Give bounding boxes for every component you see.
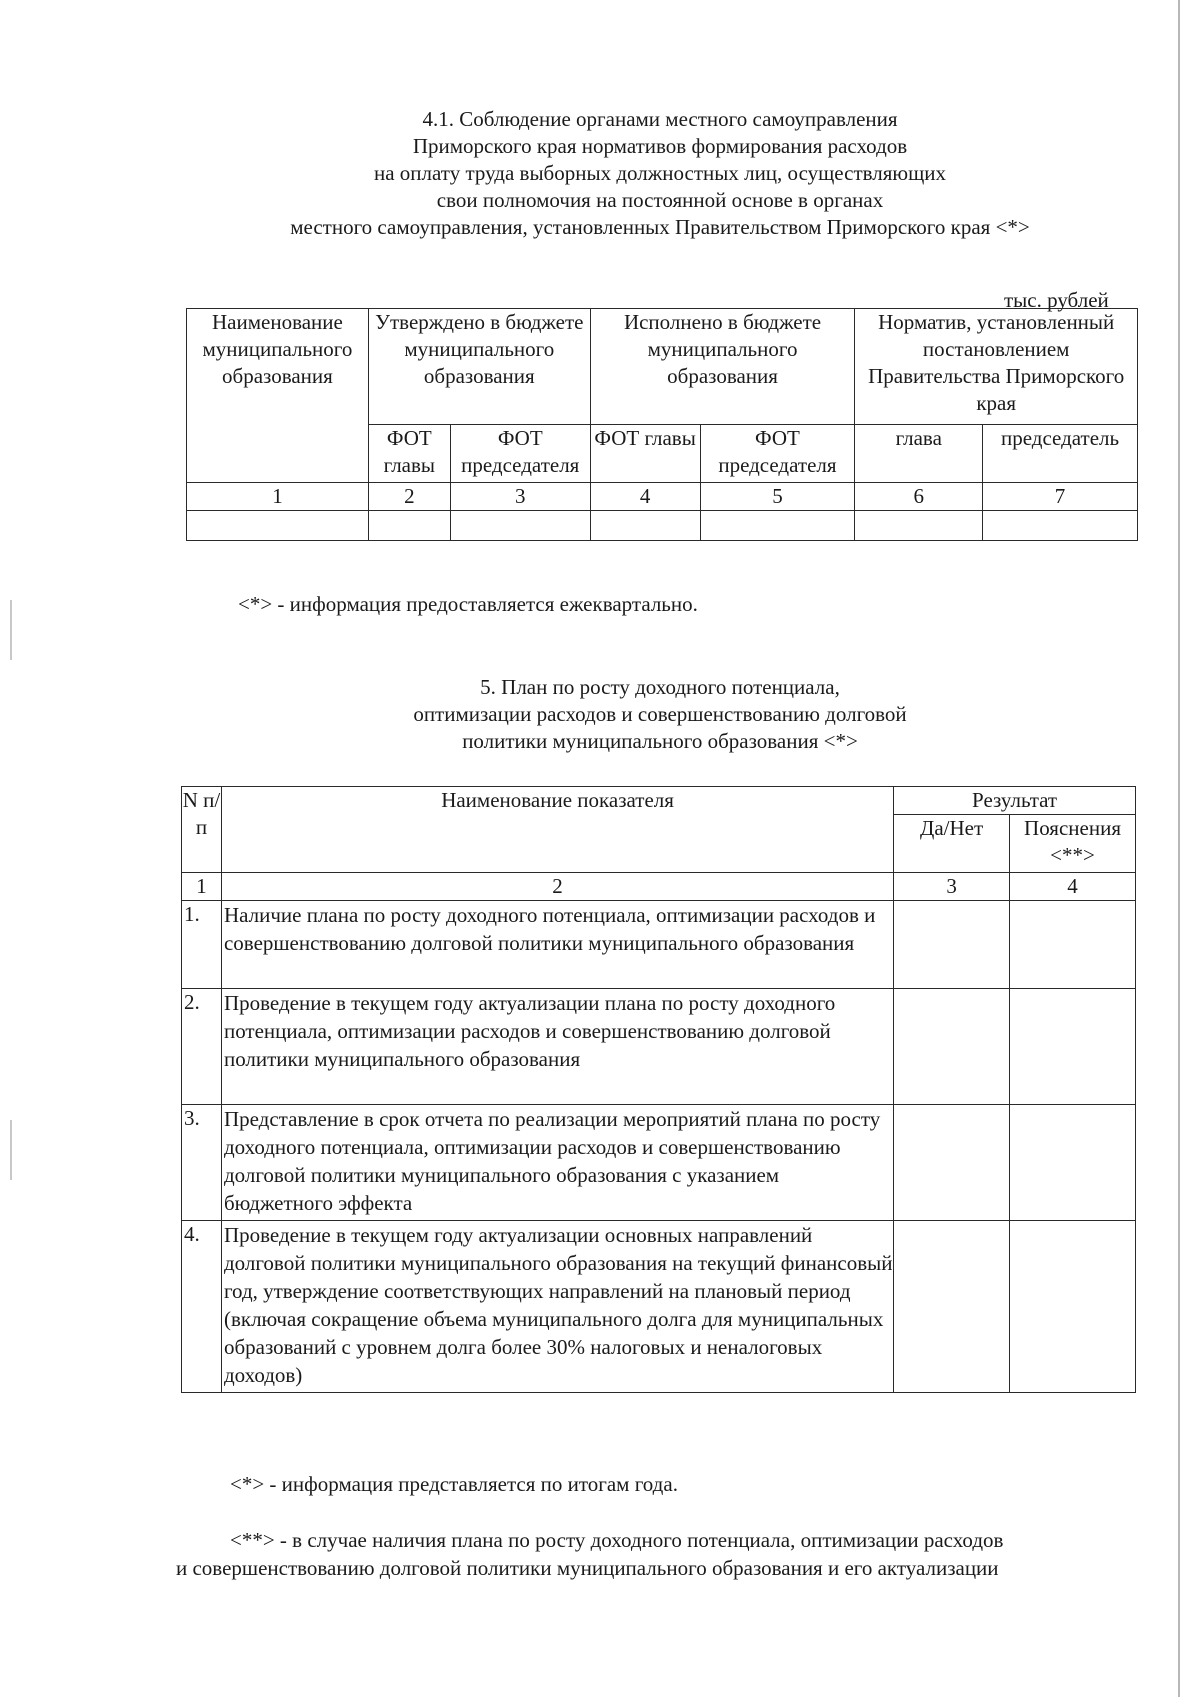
column-number: 3 bbox=[894, 873, 1010, 901]
column-number: 2 bbox=[221, 873, 893, 901]
column-number: 5 bbox=[700, 483, 855, 511]
footnote-annual: <*> - информация представляется по итогам года. bbox=[230, 1472, 678, 1496]
column-number: 7 bbox=[983, 483, 1138, 511]
subheader-fot-chair: ФОТ председателя bbox=[700, 425, 855, 483]
title-line: на оплату труда выборных должностных лиц, осуществляющих bbox=[373, 161, 946, 185]
column-number: 6 bbox=[855, 483, 983, 511]
column-number: 2 bbox=[368, 483, 450, 511]
title-line: свои полномочия на постоянной основе в органах bbox=[436, 188, 884, 212]
header-approved: Утверждено в бюджете муниципального образования bbox=[368, 309, 590, 425]
scan-artifact bbox=[10, 600, 12, 660]
row-indicator: Представление в срок отчета по реализации мероприятий плана по росту доходного потенциала, оптимизации расходов и совершенствованию долговой политики муниципального образования с указанием бюджетного эффекта bbox=[221, 1105, 893, 1221]
header-yes-no: Да/Нет bbox=[894, 815, 1010, 873]
column-number: 3 bbox=[450, 483, 590, 511]
column-number: 1 bbox=[182, 873, 222, 901]
header-row-number: N п/п bbox=[182, 787, 222, 873]
footnote-plan-line-2: и совершенствованию долговой политики муниципального образования и его актуализации bbox=[176, 1556, 999, 1580]
empty-cell bbox=[187, 511, 369, 541]
subheader-fot-head: ФОТ главы bbox=[590, 425, 700, 483]
empty-cell bbox=[450, 511, 590, 541]
payroll-norms-table bbox=[186, 308, 1138, 541]
title-line: оптимизации расходов и совершенствованию долговой bbox=[413, 702, 907, 726]
column-number: 1 bbox=[187, 483, 369, 511]
scan-artifact bbox=[10, 1120, 12, 1180]
header-municipality: Наименование муниципального образования bbox=[187, 309, 369, 483]
column-number: 4 bbox=[1010, 873, 1136, 901]
empty-cell bbox=[855, 511, 983, 541]
footnote-plan-line-1: <**> - в случае наличия плана по росту доходного потенциала, оптимизации расходов bbox=[230, 1528, 1004, 1552]
header-result: Результат bbox=[894, 787, 1136, 815]
empty-cell bbox=[368, 511, 450, 541]
section-5-title bbox=[180, 674, 1140, 755]
empty-cell bbox=[983, 511, 1138, 541]
notes-cell bbox=[1010, 901, 1136, 989]
row-indicator: Проведение в текущем году актуализации основных направлений долговой политики муниципального образования на текущий финансовый год, утверждение соответствующих направлений на плановый период (включая сокращение объема муниципального долга для муниципальных образований с уровнем долга более 30% налоговых и неналоговых доходов) bbox=[221, 1221, 893, 1393]
header-indicator: Наименование показателя bbox=[221, 787, 893, 873]
table-row bbox=[182, 901, 1136, 989]
notes-cell bbox=[1010, 1105, 1136, 1221]
header-executed: Исполнено в бюджете муниципального образования bbox=[590, 309, 855, 425]
subheader-fot-chair: ФОТ председателя bbox=[450, 425, 590, 483]
subheader-fot-head: ФОТ главы bbox=[368, 425, 450, 483]
revenue-plan-table bbox=[181, 786, 1136, 1393]
column-number: 4 bbox=[590, 483, 700, 511]
scan-edge-line bbox=[1178, 0, 1180, 1697]
row-number: 2. bbox=[182, 989, 222, 1105]
row-number: 3. bbox=[182, 1105, 222, 1221]
section-4-1-title bbox=[180, 106, 1140, 241]
table-row bbox=[182, 989, 1136, 1105]
yes-no-cell bbox=[894, 989, 1010, 1105]
row-indicator: Наличие плана по росту доходного потенциала, оптимизации расходов и совершенствованию долговой политики муниципального образования bbox=[221, 901, 893, 989]
title-line: Приморского края нормативов формирования расходов bbox=[412, 134, 908, 158]
subheader-head: глава bbox=[855, 425, 983, 483]
row-number: 1. bbox=[182, 901, 222, 989]
empty-cell bbox=[700, 511, 855, 541]
row-number: 4. bbox=[182, 1221, 222, 1393]
yes-no-cell bbox=[894, 1221, 1010, 1393]
notes-cell bbox=[1010, 1221, 1136, 1393]
header-notes: Пояснения <**> bbox=[1010, 815, 1136, 873]
empty-cell bbox=[590, 511, 700, 541]
row-indicator: Проведение в текущем году актуализации плана по росту доходного потенциала, оптимизации расходов и совершенствованию долговой политики муниципального образования bbox=[221, 989, 893, 1105]
footnote-quarterly: <*> - информация предоставляется ежеквартально. bbox=[238, 592, 698, 616]
title-line: политики муниципального образования <*> bbox=[462, 729, 858, 753]
header-norm: Норматив, установленный постановлением Правительства Приморского края bbox=[855, 309, 1138, 425]
table-row bbox=[182, 1221, 1136, 1393]
title-line: 4.1. Соблюдение органами местного самоуправления bbox=[422, 107, 898, 131]
table-row bbox=[182, 1105, 1136, 1221]
notes-cell bbox=[1010, 989, 1136, 1105]
yes-no-cell bbox=[894, 1105, 1010, 1221]
title-line: местного самоуправления, установленных Правительством Приморского края <*> bbox=[290, 215, 1030, 239]
subheader-chair: председатель bbox=[983, 425, 1138, 483]
title-line: 5. План по росту доходного потенциала, bbox=[480, 675, 840, 699]
yes-no-cell bbox=[894, 901, 1010, 989]
currency-unit: тыс. рублей bbox=[1004, 288, 1109, 312]
